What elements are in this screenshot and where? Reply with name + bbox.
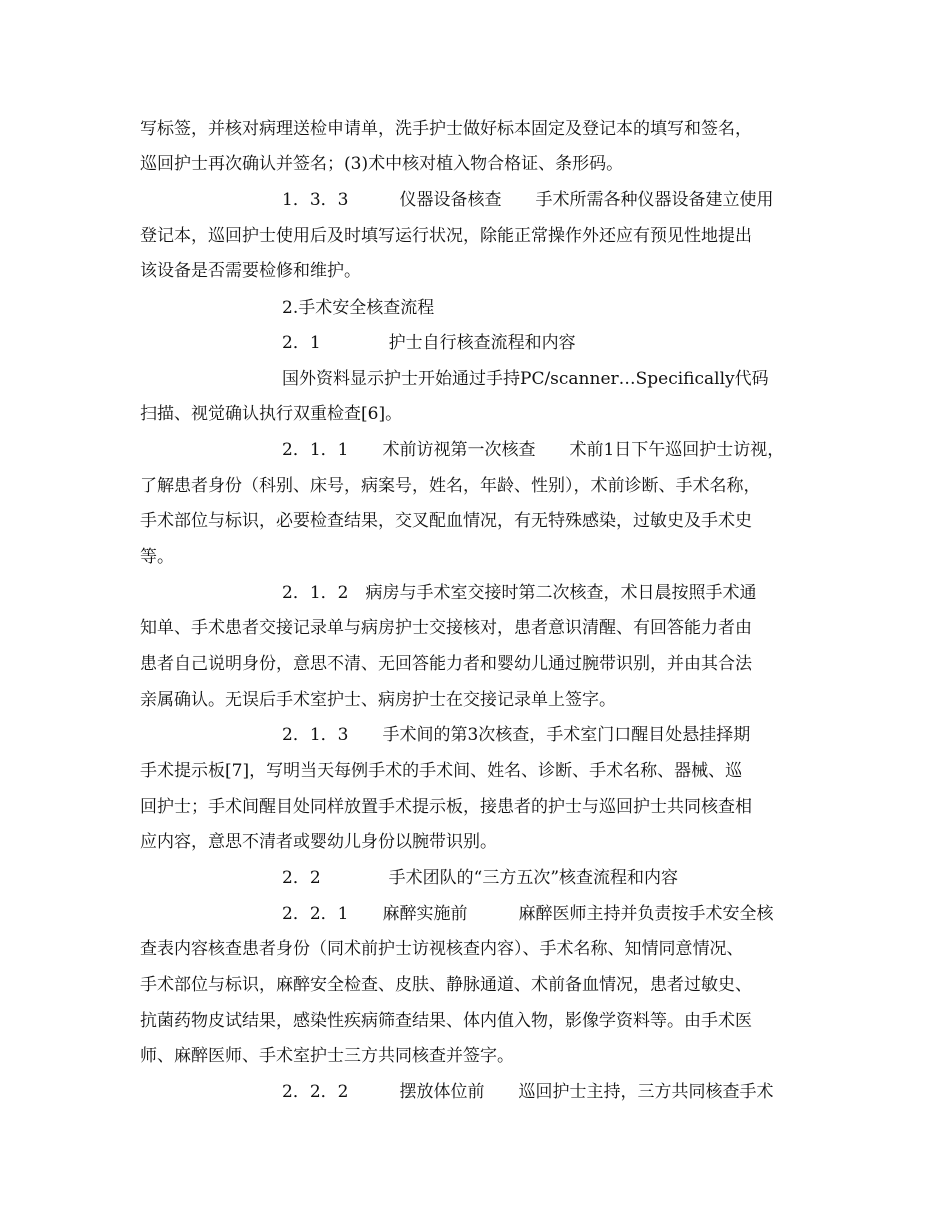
text-line: 抗菌药物皮试结果，感染性疾病筛查结果、体内值入物，影像学资料等。由手术医 <box>140 1011 752 1031</box>
text-line: 写标签，并核对病理送检申请单，洗手护士做好标本固定及登记本的填写和签名， <box>140 119 752 139</box>
text-line: 应内容，意思不清者或婴幼儿身份以腕带识别。 <box>140 832 497 852</box>
text-line: 查表内容核查患者身份（同术前护士访视核查内容）、手术名称、知情同意情况、 <box>140 939 744 959</box>
text-line: 手术提示板[7]，写明当天每例手术的手术间、姓名、诊断、手术名称、器械、巡 <box>140 761 743 781</box>
section-heading: 2．2．2 摆放体位前 巡回护士主持，三方共同核查手术 <box>282 1082 774 1102</box>
section-heading: 1．3．3 仪器设备核查 手术所需各种仪器设备建立使用 <box>282 190 774 210</box>
section-heading: 2.手术安全核查流程 <box>282 298 435 318</box>
text-line: 了解患者身份（科别、床号，病案号，姓名，年龄、性别），术前诊断、手术名称， <box>140 476 761 496</box>
text-line: 知单、手术患者交接记录单与病房护士交接核对，患者意识清醒、有回答能力者由 <box>140 618 752 638</box>
text-line: 该设备是否需要检修和维护。 <box>140 261 361 281</box>
text-line: 手术部位与标识，麻醉安全检查、皮肤、静脉通道、术前备血情况，患者过敏史、 <box>140 975 752 995</box>
text-line: 登记本，巡回护士使用后及时填写运行状况，除能正常操作外还应有预见性地提出 <box>140 226 752 246</box>
section-heading: 2．1．2 病房与手术室交接时第二次核查，术日晨按照手术通 <box>282 583 757 603</box>
text-line: 手术部位与标识，必要检查结果，交叉配血情况，有无特殊感染，过敏史及手术史 <box>140 511 752 531</box>
text-line: 等。 <box>140 547 174 567</box>
text-line: 回护士；手术间醒目处同样放置手术提示板，接患者的护士与巡回护士共同核查相 <box>140 797 752 817</box>
section-heading: 2．2．1 麻醉实施前 麻醉医师主持并负责按手术安全核 <box>282 904 774 924</box>
section-heading: 2．1 护士自行核查流程和内容 <box>282 333 576 353</box>
section-heading: 2．1．3 手术间的第3次核查，手术室门口醒目处悬挂择期 <box>282 725 751 745</box>
section-heading: 2．1．1 术前访视第一次核查 术前1日下午巡回护士访视， <box>282 440 785 460</box>
text-line: 患者自己说明身份，意思不清、无回答能力者和婴幼儿通过腕带识别，并由其合法 <box>140 654 752 674</box>
text-line: 师、麻醉医师、手术室护士三方共同核查并签字。 <box>140 1046 514 1066</box>
text-line: 巡回护士再次确认并签名；(3)术中核对植入物合格证、条形码。 <box>140 154 624 174</box>
section-heading: 2．2 手术团队的“三方五次”核查流程和内容 <box>282 868 679 888</box>
text-line: 扫描、视觉确认执行双重检查[6]。 <box>140 404 403 424</box>
text-line: 国外资料显示护士开始通过手持PC/scanner…Specifically代码 <box>282 369 769 389</box>
text-line: 亲属确认。无误后手术室护士、病房护士在交接记录单上签字。 <box>140 690 616 710</box>
